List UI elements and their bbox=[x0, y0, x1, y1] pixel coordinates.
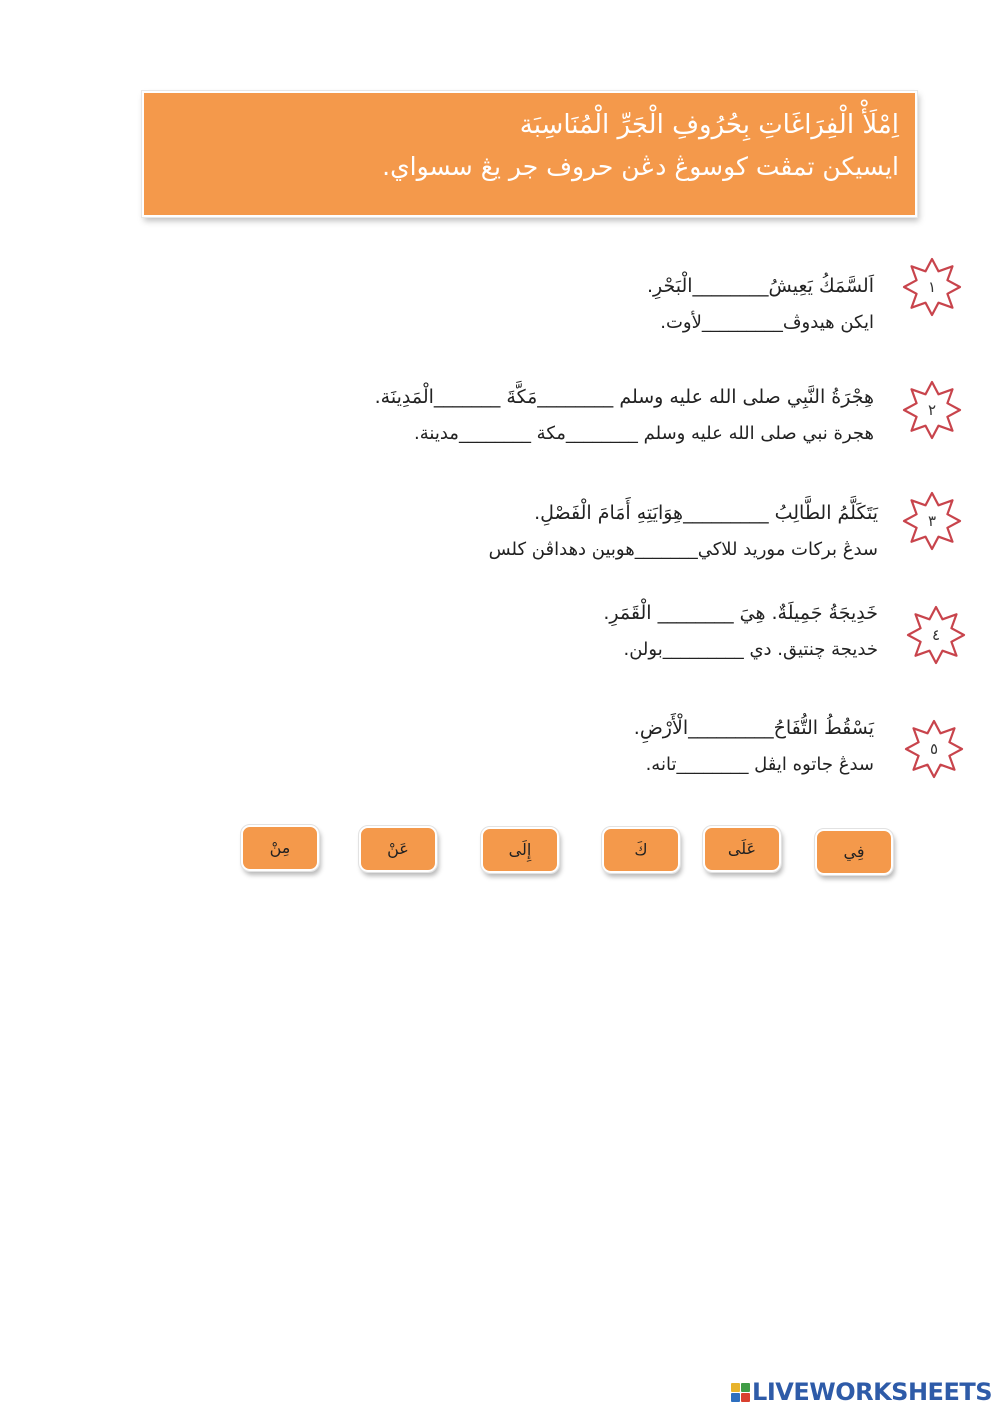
question-arabic: يَسْقُطُ التُّفَاحُ_________الْأَرْضِ. bbox=[633, 717, 874, 739]
word-chip-min[interactable]: مِنْ bbox=[241, 825, 319, 871]
logo-square bbox=[731, 1383, 740, 1392]
question-jawi: هجرة نبي صلى الله عليه وسلم ________مكة ________مدينة. bbox=[414, 423, 874, 444]
logo-square bbox=[741, 1383, 750, 1392]
logo-squares-icon bbox=[731, 1383, 750, 1402]
question-jawi: سدڠ بركات موريد للاكي_______هوبين دهداڤن كلس bbox=[488, 539, 878, 560]
logo-square bbox=[741, 1393, 750, 1402]
question-2 bbox=[375, 378, 874, 452]
question-number-star bbox=[901, 490, 963, 552]
word-chip-ila[interactable]: إِلَى bbox=[481, 827, 559, 873]
question-number: ٣ bbox=[927, 512, 937, 530]
question-arabic: اَلسَّمَكُ يَعِيشُ________الْبَحْرِ. bbox=[646, 275, 874, 297]
question-3 bbox=[489, 494, 878, 568]
word-chip-an[interactable]: عَنْ bbox=[359, 826, 437, 872]
word-chip-ala[interactable]: عَلَى bbox=[703, 826, 781, 872]
question-number-star bbox=[901, 256, 963, 318]
question-number: ٥ bbox=[929, 740, 939, 758]
word-chip-fi[interactable]: فِي bbox=[815, 829, 893, 875]
question-jawi: سدڠ جاتوه ايڤل ________تانه. bbox=[645, 754, 874, 775]
question-jawi: ايكن هيدوڤ_________لأوت. bbox=[660, 312, 874, 333]
question-arabic: هِجْرَةُ النَّبِي صلى الله عليه وسلم ________مَكَّةَ _______الْمَدِينَة. bbox=[374, 386, 874, 408]
logo-square bbox=[731, 1393, 740, 1402]
instruction-subtitle: ايسيكن تمڤت كوسوڠ دڠن حروف جر يڠ سسواي. bbox=[382, 152, 899, 181]
question-arabic: يَتَكَلَّمُ الطَّالِبُ _________هِوَايَتِهِ أَمَامَ الْفَصْلِ. bbox=[534, 502, 878, 524]
question-number: ٢ bbox=[927, 401, 937, 419]
question-number-star bbox=[901, 379, 963, 441]
instruction-banner bbox=[142, 91, 917, 217]
question-arabic: خَدِيجَةُ جَمِيلَةٌ. هِيَ ________ الْقَمَرِ. bbox=[603, 602, 878, 624]
question-jawi: خديجة چنتيق. دي _________بولن. bbox=[623, 639, 878, 660]
question-number-star bbox=[903, 718, 965, 780]
question-1 bbox=[647, 267, 874, 341]
word-chip-ka[interactable]: كَ bbox=[602, 827, 680, 873]
question-number-star bbox=[905, 604, 967, 666]
question-4 bbox=[603, 594, 878, 668]
question-number: ٤ bbox=[931, 626, 941, 644]
liveworksheets-logo bbox=[731, 1379, 992, 1405]
question-5 bbox=[634, 709, 874, 783]
instruction-title: اِمْلَأْ الْفِرَاغَاتِ بِحُرُوفِ الْجَرِّ الْمُنَاسِبَة bbox=[519, 110, 899, 140]
question-number: ١ bbox=[927, 278, 937, 296]
logo-text: LIVEWORKSHEETS bbox=[752, 1378, 992, 1406]
